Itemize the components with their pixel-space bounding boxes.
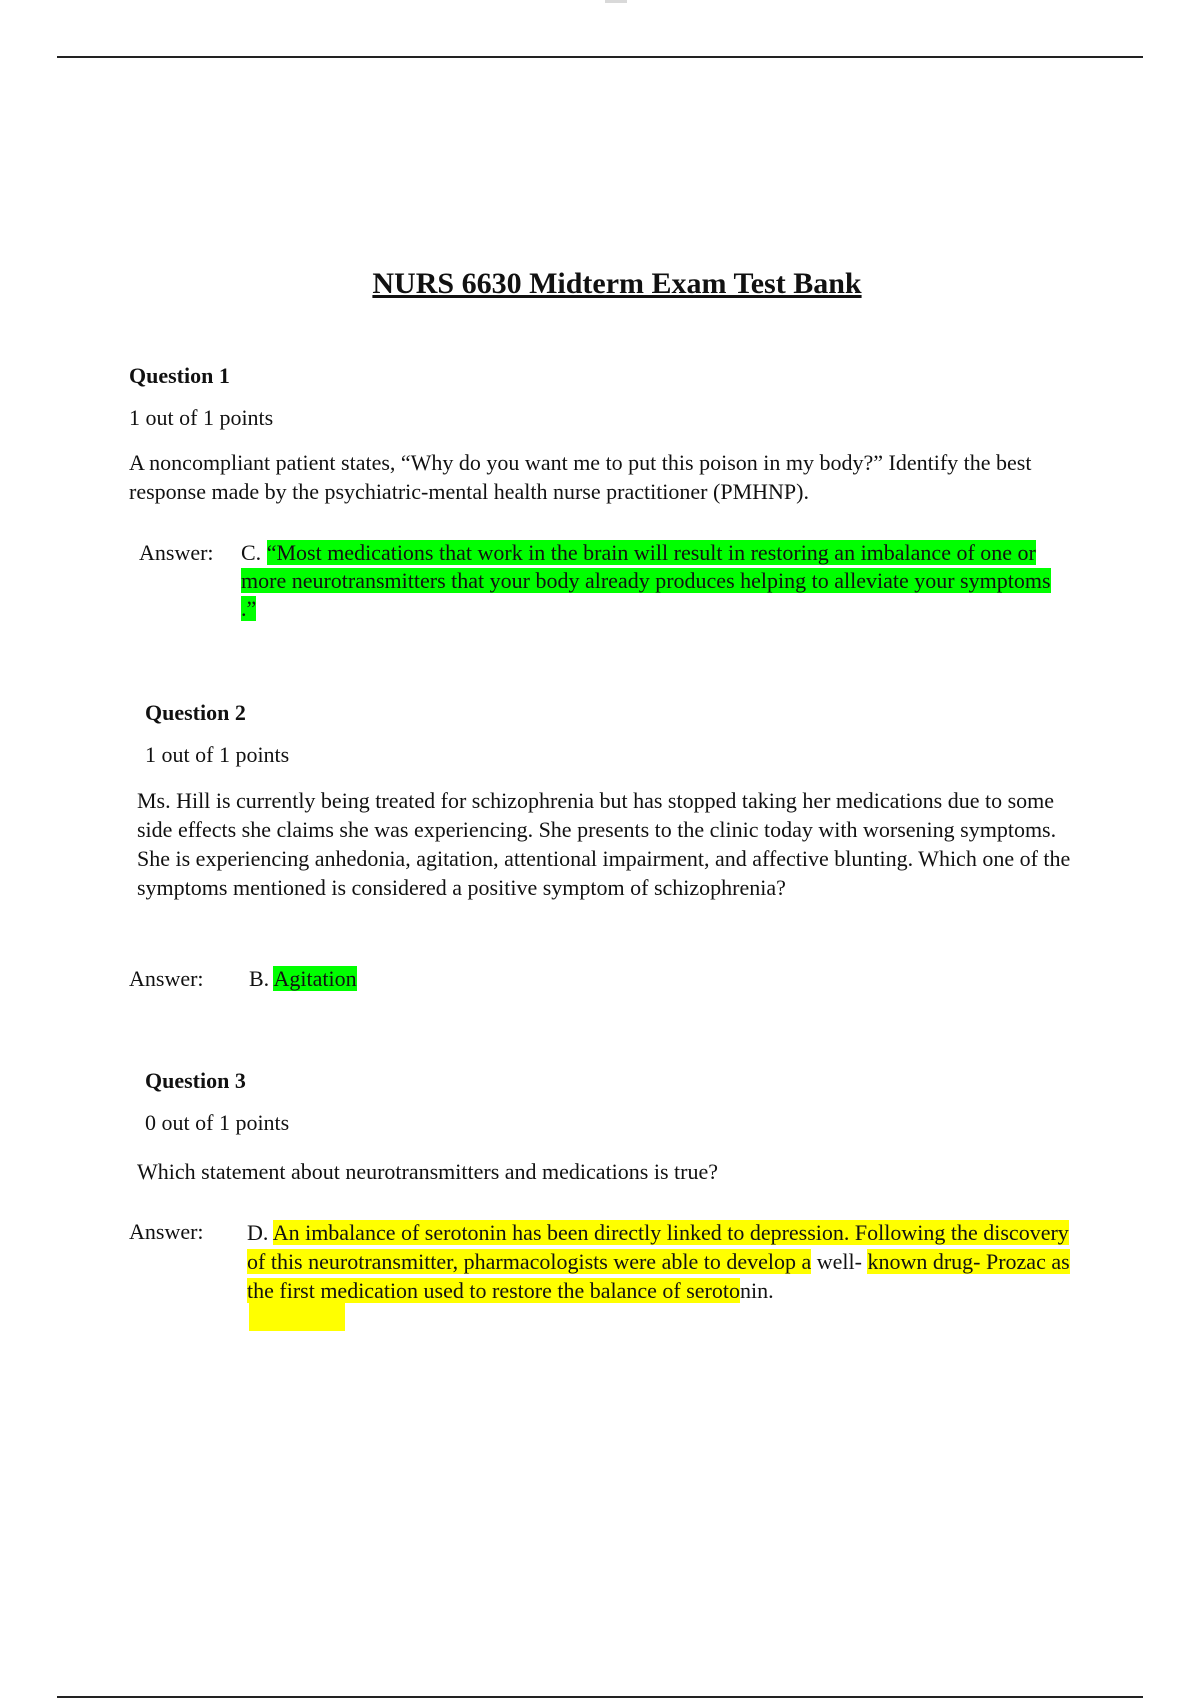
question-3-text: Which statement about neurotransmitters and medications is true? xyxy=(137,1159,718,1184)
question-3-answer-text-plain-2: nin. xyxy=(740,1278,774,1303)
question-3-answer xyxy=(247,1218,1087,1305)
question-3-answer-label: Answer: xyxy=(129,1219,204,1244)
question-1-points: 1 out of 1 points xyxy=(129,405,274,430)
document-title: NURS 6630 Midterm Exam Test Bank xyxy=(372,267,862,300)
question-2-answer xyxy=(249,965,357,993)
question-3-highlight-tail xyxy=(249,1303,345,1331)
footer-rule xyxy=(57,1696,1143,1698)
question-1-heading: Question 1 xyxy=(129,363,230,388)
question-1-answer xyxy=(241,539,1056,623)
question-2-answer-letter: B. xyxy=(249,966,270,991)
question-1-answer-text: “Most medications that work in the brain will result in restoring an imbalance of one or more neurotransmitters that your body already produces helping to alleviate your symptoms .” xyxy=(241,540,1051,621)
question-2-heading: Question 2 xyxy=(145,700,246,725)
page-top-tab xyxy=(605,0,627,3)
question-3-answer-letter: D. xyxy=(247,1220,269,1245)
question-2-points: 1 out of 1 points xyxy=(145,742,290,767)
question-3-heading: Question 3 xyxy=(145,1068,246,1093)
question-1-answer-label: Answer: xyxy=(139,540,214,565)
question-3-answer-text-highlighted: An imbalance of serotonin has been directly linked to depression. Following the discovery of this neurotransmitter, pharmacologists were able to develop a xyxy=(247,1220,1069,1274)
question-2-text: Ms. Hill is currently being treated for schizophrenia but has stopped taking her medications due to some side effects she claims she was experiencing. She presents to the clinic today with worsening symptoms. She is experiencing anhedonia, agitation, attentional impairment, and affective blunting. Which one of the symptoms mentioned is considered a positive symptom of schizophrenia? xyxy=(137,788,1071,900)
question-2-answer-text: Agitation xyxy=(273,966,357,991)
question-3-points: 0 out of 1 points xyxy=(145,1110,290,1135)
question-1-answer-letter: C. xyxy=(241,540,262,565)
header-rule xyxy=(57,56,1143,58)
question-3-answer-text-highlighted-2: known drug- Prozac as the first medication used to restore the balance of seroto xyxy=(247,1249,1070,1303)
question-2-answer-label: Answer: xyxy=(129,966,204,991)
question-1-text: A noncompliant patient states, “Why do you want me to put this poison in my body?” Identify the best response made by the psychiatric-mental health nurse practitioner (PMHNP). xyxy=(129,450,1032,504)
question-3-answer-text-plain-1: well- xyxy=(811,1249,862,1274)
